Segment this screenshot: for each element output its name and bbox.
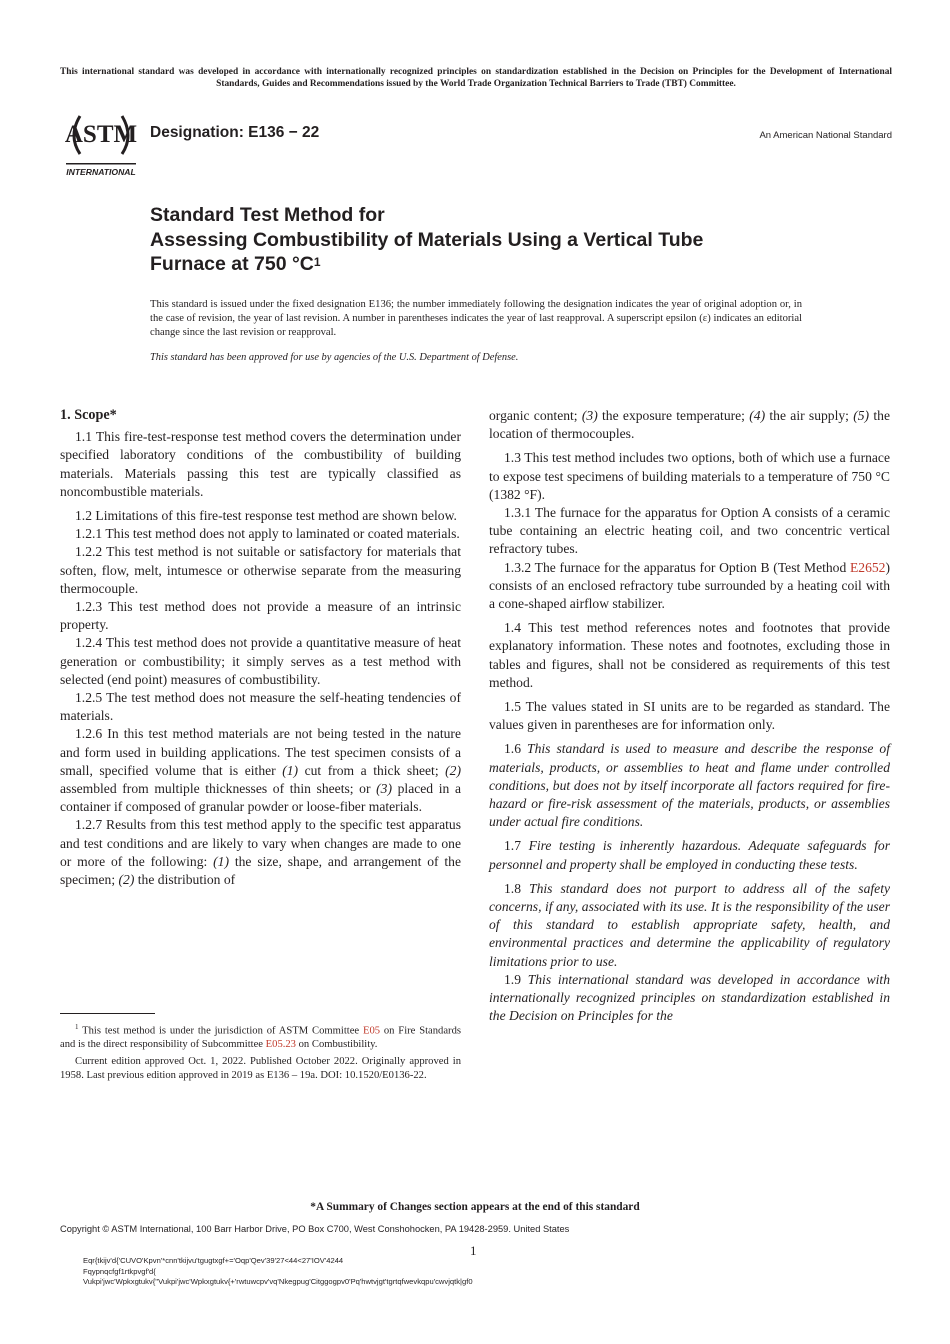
para-1-2-4: 1.2.4 This test method does not provide a quantitative measure of heat generation or combustibility; it simply serves as a test method with selected (end point) measures of combustibility.	[60, 635, 461, 687]
para-1-1: 1.1 This fire-test-response test method covers the determination under specified laboratory conditions of the combustibility of building materials. Materials passing this test are typically classified as noncombustible materials.	[60, 429, 461, 499]
section-heading-scope: 1. Scope*	[60, 407, 117, 423]
link-e2652[interactable]: E2652	[849, 559, 886, 575]
footnote-rule	[60, 1013, 155, 1014]
para-1-2-7: 1.2.7 Results from this test method apply to the specific test apparatus and test conditions and are likely to vary when changes are made to one or more of the following: (1) the size, shape, and arrangement of the specimen; (2) the distribution of	[60, 817, 462, 888]
para-1-2-5: 1.2.5 The test method does not measure the self-heating tendencies of materials.	[60, 690, 461, 724]
summary-of-changes-note: *A Summary of Changes section appears at the end of this standard	[310, 1201, 640, 1213]
page-number: 1	[470, 1243, 477, 1258]
title-line-1: Standard Test Method for	[150, 204, 385, 226]
logo-subtext: INTERNATIONAL	[66, 167, 136, 177]
para-1-2-6: 1.2.6 In this test method materials are not being tested in the nature and form used in building applications. The test specimen consists of a small, specified volume that is either (1) cut from a thick sheet; (2) assembled from multiple thicknesses of thin sheets; or (3) placed in a container if composed of granular powder or loose-fiber materials.	[60, 726, 461, 815]
document-title	[150, 203, 850, 277]
issue-note: This standard is issued under the fixed designation E136; the number immediately following the designation indicates the year of original adoption or, in the case of revision, the year of last revision. A number in parentheses indicates the year of last reapproval. A superscript epsilon (ε) indicates an editorial change since the last revision or reapproval.	[150, 299, 802, 338]
para-1-2-7-continued: organic content; (3) the exposure temperature; (4) the air supply; (5) the location of thermocouples.	[489, 408, 890, 442]
title-footnote-mark: 1	[313, 255, 321, 269]
para-1-4: 1.4 This test method references notes and footnotes that provide explanatory information. These notes and footnotes, excluding those in tables and figures, shall not be considered as requirements of this test method.	[489, 620, 890, 690]
link-e05[interactable]: E05	[362, 1025, 381, 1037]
american-national-standard: An American National Standard	[759, 130, 892, 141]
international-standard-notice: This international standard was developed in accordance with internationally recognized principles on standardization established in the Decision on Principles for the Development of International Standards, Guides and Recommendations issued by the World Trade Organization Technical Barriers to Trade (TBT) Committee.	[60, 67, 892, 89]
para-1-7: 1.7 Fire testing is inherently hazardous. Adequate safeguards for personnel and property shall be employed in conducting these tests.	[489, 838, 890, 872]
dod-approval-note: This standard has been approved for use by agencies of the U.S. Department of Defense.	[150, 352, 519, 363]
astm-logo	[60, 108, 142, 178]
link-e05-23[interactable]: E05.23	[265, 1039, 296, 1051]
download-info: Eqr{tkijv'd{'CUVO'Kpvn'*cnn'tkijvu'tgugtxgf+='Oqp'Qev'39'27<44<27'IOV'4244 Fqypnqcfgf1rtkpvgf'd{ Vukpi'jwc'Wpkxgtukv{''Vukpi'jwc'Wpkxgtukv{+'rwtuwcpv'vq'Nkegpug'Citggogpv0'Pq'hwtvjgt'tgrtqfwevkqpu'cwvjqtk|gf0	[83, 1256, 473, 1286]
para-1-2-1: 1.2.1 This test method does not apply to laminated or coated materials.	[75, 526, 460, 542]
footnotes	[60, 1021, 461, 1085]
footnote-edition: Current edition approved Oct. 1, 2022. Published October 2022. Originally approved in 1958. Last previous edition approved in 2019 as E136 – 19a. DOI: 10.1520/E0136-22.	[60, 1055, 461, 1081]
left-column	[60, 406, 461, 889]
title-line-3: Furnace at 750 °C	[150, 253, 314, 275]
para-1-3-2: 1.3.2 The furnace for the apparatus for Option B (Test Method E2652) consists of an enclosed refractory tube surrounded by a heating coil with a cone-shaped airflow stabilizer.	[489, 559, 890, 612]
para-1-3: 1.3 This test method includes two options, both of which use a furnace to expose test specimens of building materials to a temperature of 750 °C (1382 °F).	[489, 450, 890, 502]
para-1-3-1: 1.3.1 The furnace for the apparatus for Option A consists of a ceramic tube containing an electric heating coil, and two concentric vertical refractory tubes.	[489, 505, 890, 557]
para-1-5: 1.5 The values stated in SI units are to be regarded as standard. The values given in parentheses are for information only.	[489, 699, 890, 733]
copyright: Copyright © ASTM International, 100 Barr Harbor Drive, PO Box C700, West Conshohocken, PA 19428-2959. United States	[60, 1224, 570, 1234]
title-line-2: Assessing Combustibility of Materials Using a Vertical Tube	[150, 228, 704, 251]
right-column	[489, 407, 890, 1026]
designation: Designation: E136 − 22	[150, 124, 320, 141]
footnote-1: $^1$ This test method is under the jurisdiction of ASTM Committee E05 on Fire Standards and is the direct responsibility of Subcommittee E05.23 on Combustibility.	[60, 1023, 461, 1051]
para-1-9: 1.9 This international standard was developed in accordance with internationally recognized principles on standardization established in the Decision on Principles for the	[489, 971, 891, 1024]
para-1-6: 1.6 This standard is used to measure and describe the response of materials, products, or assemblies to heat and flame under controlled conditions, but does not by itself incorporate all factors required for fire-hazard or fire-risk assessment of the materials, products, or assemblies under actual fire conditions.	[489, 741, 890, 830]
para-1-8: 1.8 This standard does not purport to address all of the safety concerns, if any, associated with its use. It is the responsibility of the user of this standard to establish appropriate safety, health, and environmental practices and determine the applicability of regulatory limitations prior to use.	[489, 880, 891, 969]
logo-text: ASTM	[64, 121, 138, 148]
para-1-2-3: 1.2.3 This test method does not provide a measure of an intrinsic property.	[60, 599, 461, 633]
para-1-2: 1.2 Limitations of this fire-test response test method are shown below.	[75, 508, 457, 524]
para-1-2-2: 1.2.2 This test method is not suitable or satisfactory for materials that soften, flow, melt, intumesce or otherwise separate from the measuring thermocouple.	[60, 544, 461, 596]
